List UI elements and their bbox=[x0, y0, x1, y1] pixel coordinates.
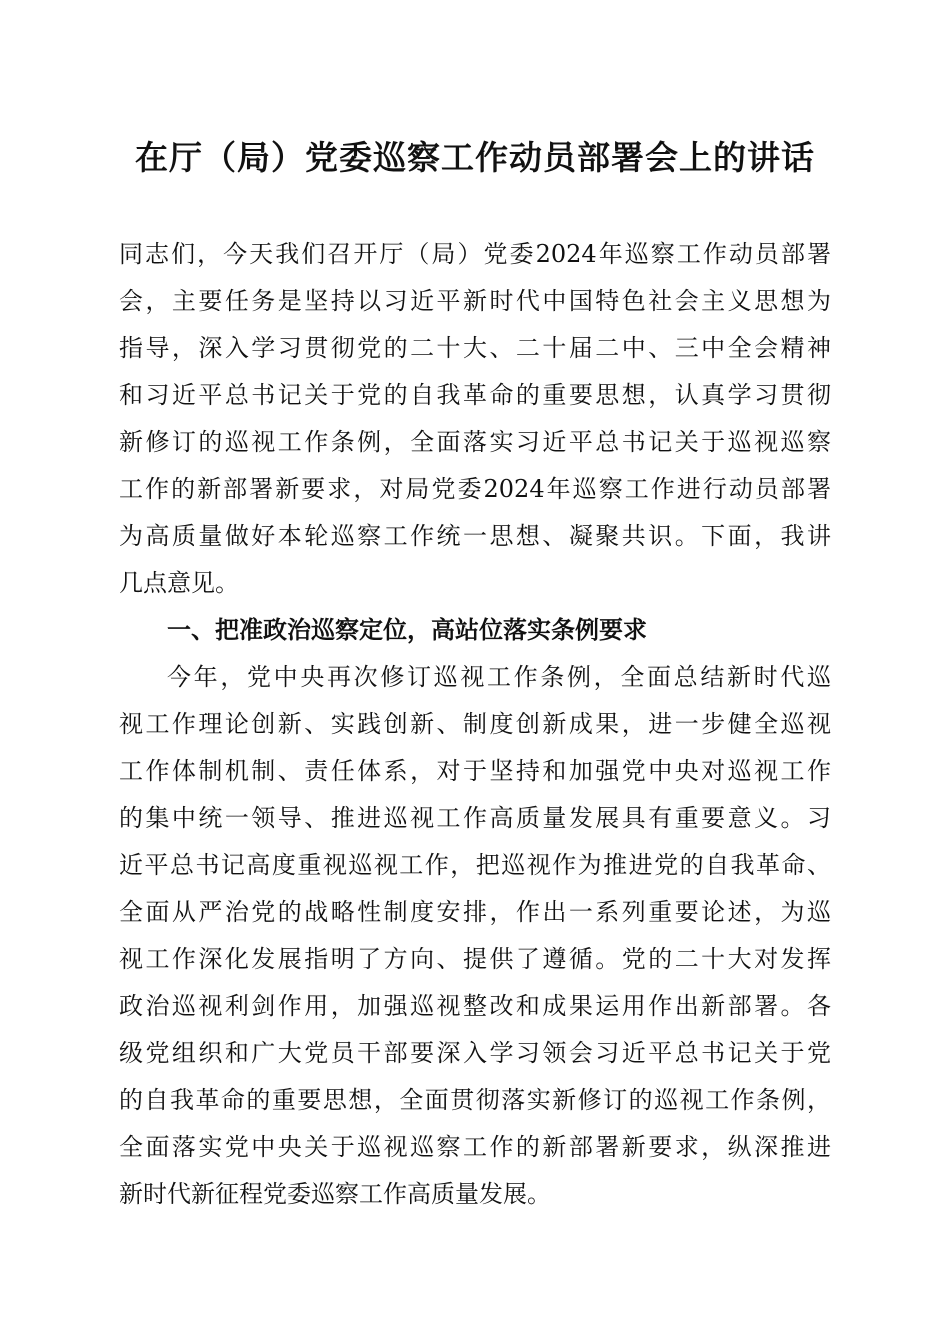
document-title: 在厅（局）党委巡察工作动员部署会上的讲话 bbox=[135, 138, 815, 177]
section-1-line-12: 新时代新征程党委巡察工作高质量发展。 bbox=[119, 1180, 551, 1208]
intro-line-8: 几点意见。 bbox=[119, 569, 239, 597]
intro-line-6: 工作的新部署新要求，对局党委2024年巡察工作进行动员部署 bbox=[119, 475, 831, 503]
intro-line-1: 同志们，今天我们召开厅（局）党委2024年巡察工作动员部署 bbox=[119, 240, 831, 268]
section-1-line-5: 近平总书记高度重视巡视工作，把巡视作为推进党的自我革命、 bbox=[119, 851, 831, 879]
intro-line-7: 为高质量做好本轮巡察工作统一思想、凝聚共识。下面，我讲 bbox=[119, 522, 831, 550]
section-1-line-8: 政治巡视利剑作用，加强巡视整改和成果运用作出新部署。各 bbox=[119, 992, 831, 1020]
intro-line-4: 和习近平总书记关于党的自我革命的重要思想，认真学习贯彻 bbox=[119, 381, 831, 409]
section-1-line-6: 全面从严治党的战略性制度安排，作出一系列重要论述，为巡 bbox=[119, 898, 831, 926]
section-1-line-11: 全面落实党中央关于巡视巡察工作的新部署新要求，纵深推进 bbox=[119, 1133, 831, 1161]
section-1-line-4: 的集中统一领导、推进巡视工作高质量发展具有重要意义。习 bbox=[119, 804, 831, 832]
section-1-line-10: 的自我革命的重要思想，全面贯彻落实新修订的巡视工作条例， bbox=[119, 1086, 831, 1114]
intro-line-5: 新修订的巡视工作条例，全面落实习近平总书记关于巡视巡察 bbox=[119, 428, 831, 456]
section-1-heading: 一、把准政治巡察定位，高站位落实条例要求 bbox=[167, 616, 647, 644]
section-1-line-7: 视工作深化发展指明了方向、提供了遵循。党的二十大对发挥 bbox=[119, 945, 831, 973]
section-1-line-2: 视工作理论创新、实践创新、制度创新成果，进一步健全巡视 bbox=[119, 710, 831, 738]
section-1-line-3: 工作体制机制、责任体系，对于坚持和加强党中央对巡视工作 bbox=[119, 757, 831, 785]
intro-line-2: 会，主要任务是坚持以习近平新时代中国特色社会主义思想为 bbox=[119, 287, 831, 315]
intro-line-3: 指导，深入学习贯彻党的二十大、二十届二中、三中全会精神 bbox=[119, 334, 831, 362]
section-1-line-1: 今年，党中央再次修订巡视工作条例，全面总结新时代巡 bbox=[167, 663, 831, 691]
section-1-line-9: 级党组织和广大党员干部要深入学习领会习近平总书记关于党 bbox=[119, 1039, 831, 1067]
